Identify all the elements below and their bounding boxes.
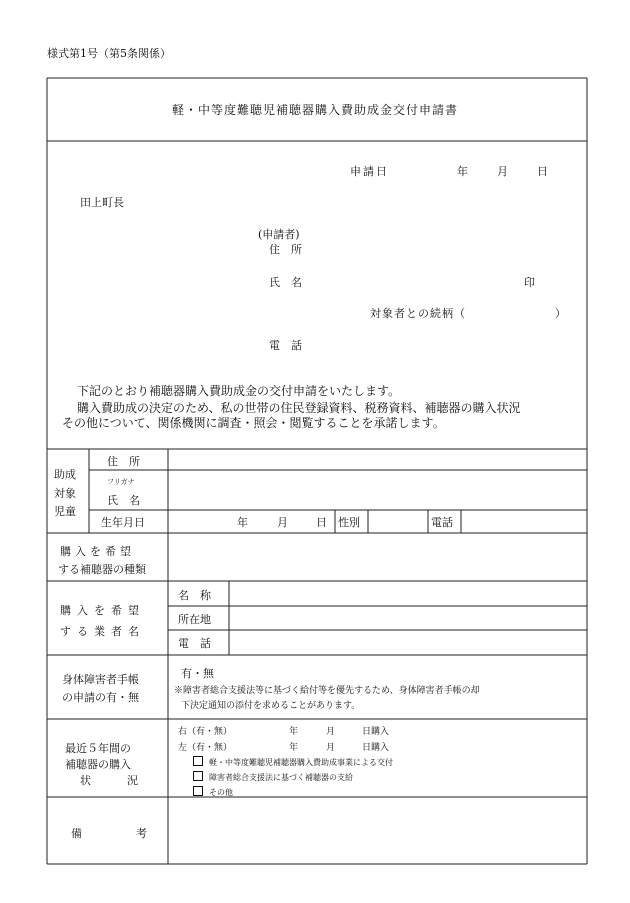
application-date-month: 月 xyxy=(497,165,508,178)
applicant-heading: (申請者) xyxy=(258,228,300,241)
remarks-label-b: 考 xyxy=(136,827,147,840)
child-group-label-2: 対象 xyxy=(54,487,76,500)
child-sex-label: 性別 xyxy=(338,516,360,529)
checkbox-icon[interactable] xyxy=(193,771,203,781)
history-right-month: 月 xyxy=(326,727,336,737)
history-right-label: 右（有・無） xyxy=(178,727,233,737)
hearing-aid-type-label-2: する補聴器の種類 xyxy=(58,563,146,576)
history-option-3[interactable] xyxy=(193,786,233,798)
child-group-label-3: 児童 xyxy=(54,505,76,518)
relation-label: 対象者との続柄（ xyxy=(370,307,466,320)
history-option-2-label: 障害者総合支援法に基づく補聴器の支給 xyxy=(209,773,353,782)
application-date-day: 日 xyxy=(537,165,548,178)
statement-line-3: その他について、関係機関に調査・照会・閲覧することを承諾します。 xyxy=(62,416,445,430)
seal-mark: 印 xyxy=(524,276,535,289)
form-number: 様式第1号（第5条関係） xyxy=(47,47,171,60)
application-date-label: 申請日 xyxy=(350,165,389,178)
history-right-year: 年 xyxy=(289,727,299,737)
disability-label-2: の申請の有・無 xyxy=(62,691,139,704)
addressee: 田上町長 xyxy=(80,196,124,209)
history-left-month: 月 xyxy=(326,743,336,753)
child-group-label-1: 助成 xyxy=(54,468,76,481)
checkbox-icon[interactable] xyxy=(193,786,203,796)
remarks-label-a: 備 xyxy=(71,827,82,840)
vendor-label-1: 購入を希望 xyxy=(60,604,145,617)
child-dob-year: 年 xyxy=(237,516,248,529)
disability-note-2: 下決定通知の添付を求めることがあります。 xyxy=(181,701,361,711)
history-label-1: 最近５年間の xyxy=(65,742,131,755)
applicant-name-label: 氏 名 xyxy=(269,276,302,289)
child-dob-month: 月 xyxy=(277,516,288,529)
child-name-label: 氏 名 xyxy=(107,494,140,507)
history-label-3b: 況 xyxy=(127,774,138,787)
vendor-name-label: 名 称 xyxy=(178,589,211,602)
history-option-1-label: 軽・中等度難聴児補聴器購入費助成事業による交付 xyxy=(209,758,393,767)
vendor-phone-label: 電 話 xyxy=(178,637,211,650)
child-phone-label: 電話 xyxy=(431,516,453,529)
form-title: 軽・中等度難聴児補聴器購入費助成金交付申請書 xyxy=(171,103,458,117)
disability-note-1: ※障害者総合支援法等に基づく給付等を優先するため、身体障害者手帳の却 xyxy=(174,686,480,696)
child-furigana-label: フリガナ xyxy=(107,478,135,486)
applicant-phone-label: 電 話 xyxy=(269,339,302,352)
vendor-location-label: 所在地 xyxy=(178,613,211,626)
vendor-label-2: する業者名 xyxy=(60,625,145,638)
history-label-2: 補聴器の購入 xyxy=(65,758,131,771)
child-dob-label: 生年月日 xyxy=(101,516,145,529)
relation-close: ） xyxy=(555,307,566,320)
history-label-3a: 状 xyxy=(80,774,91,787)
disability-choice: 有・無 xyxy=(181,667,214,680)
checkbox-icon[interactable] xyxy=(193,756,203,766)
history-left-label: 左（有・無） xyxy=(178,743,233,753)
history-option-1[interactable] xyxy=(193,756,393,768)
history-option-2[interactable] xyxy=(193,771,353,783)
child-address-label: 住 所 xyxy=(107,455,140,468)
history-right-day: 日購入 xyxy=(362,727,390,737)
history-left-day: 日購入 xyxy=(362,743,390,753)
child-dob-day: 日 xyxy=(316,516,327,529)
hearing-aid-type-label-1: 購入を希望 xyxy=(60,545,135,558)
disability-label-1: 身体障害者手帳 xyxy=(62,673,139,686)
history-option-3-label: その他 xyxy=(209,788,233,797)
history-left-year: 年 xyxy=(289,743,299,753)
statement-line-2: 購入費助成の決定のため、私の世帯の住民登録資料、税務資料、補聴器の購入状況 xyxy=(77,401,521,415)
applicant-address-label: 住 所 xyxy=(269,243,302,256)
statement-line-1: 下記のとおり補聴器購入費助成金の交付申請をいたします。 xyxy=(77,384,401,398)
application-date-year: 年 xyxy=(457,165,468,178)
